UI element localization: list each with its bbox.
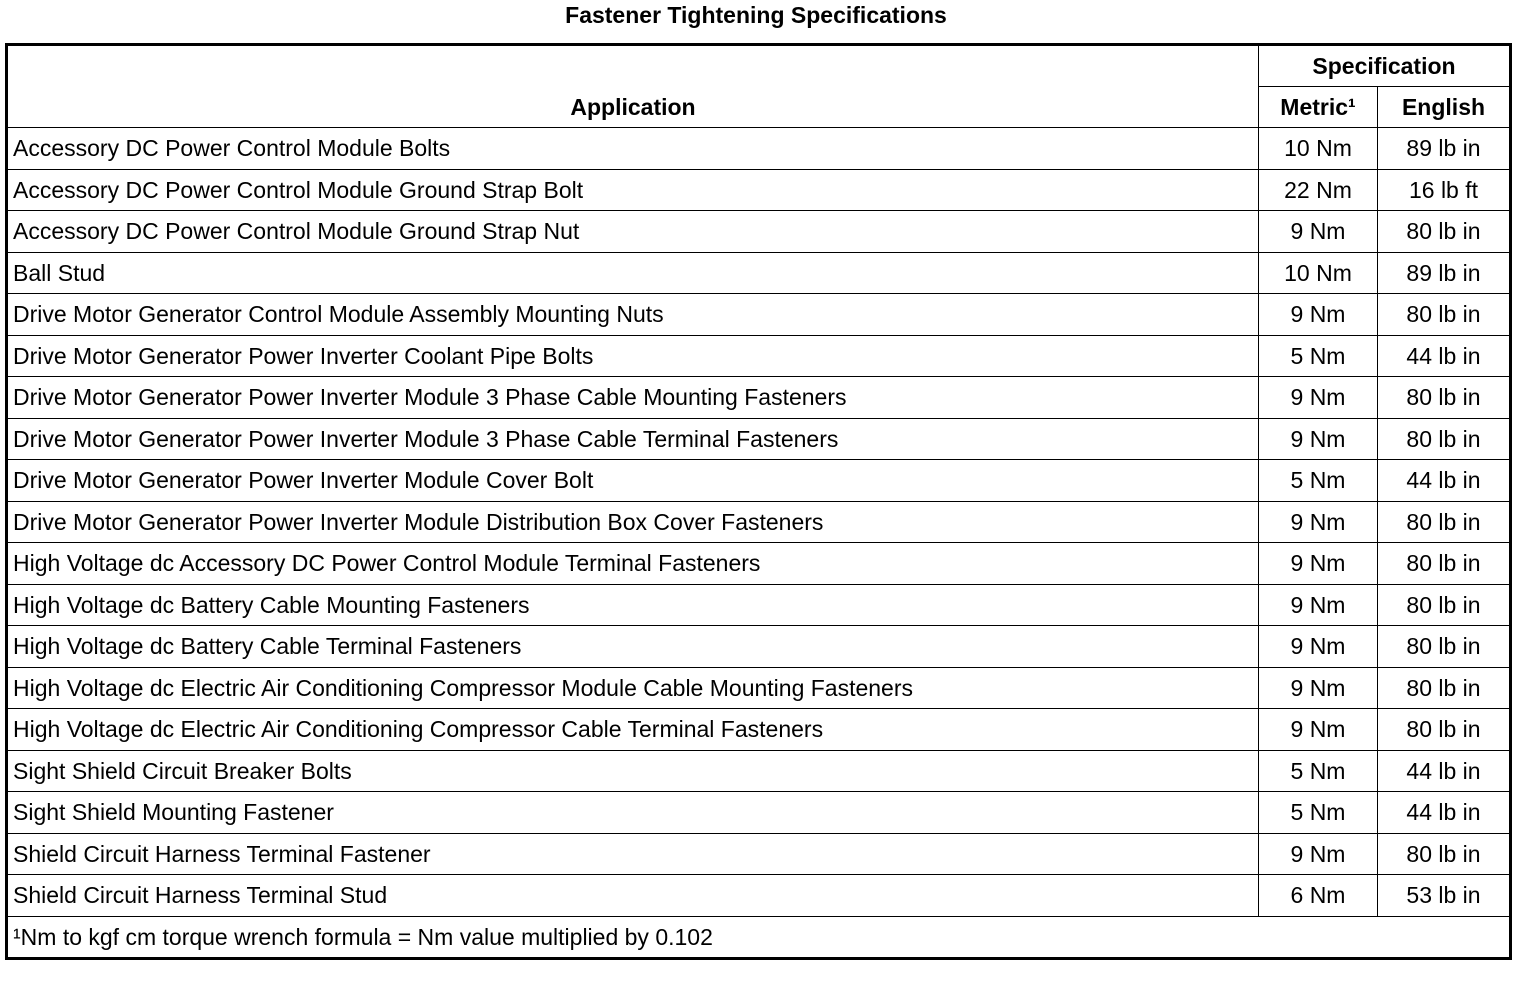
cell-english: 53 lb in [1378, 875, 1511, 917]
cell-metric: 9 Nm [1259, 418, 1378, 460]
cell-application: Drive Motor Generator Power Inverter Module Distribution Box Cover Fasteners [7, 501, 1259, 543]
table-row [7, 335, 1511, 377]
cell-application: High Voltage dc Accessory DC Power Control Module Terminal Fasteners [7, 543, 1259, 585]
table-row [7, 875, 1511, 917]
cell-metric: 9 Nm [1259, 833, 1378, 875]
table-row [7, 501, 1511, 543]
table-body [7, 128, 1511, 917]
cell-english: 80 lb in [1378, 501, 1511, 543]
header-specification: Specification [1259, 45, 1511, 87]
header-english: English [1378, 87, 1511, 128]
cell-application: Accessory DC Power Control Module Bolts [7, 128, 1259, 170]
table-row [7, 294, 1511, 336]
cell-english: 44 lb in [1378, 460, 1511, 502]
cell-metric: 5 Nm [1259, 335, 1378, 377]
table-row [7, 460, 1511, 502]
table-row [7, 626, 1511, 668]
cell-english: 80 lb in [1378, 833, 1511, 875]
cell-metric: 9 Nm [1259, 377, 1378, 419]
table-row [7, 709, 1511, 751]
cell-application: Drive Motor Generator Power Inverter Module Cover Bolt [7, 460, 1259, 502]
cell-application: Sight Shield Mounting Fastener [7, 792, 1259, 834]
cell-english: 80 lb in [1378, 584, 1511, 626]
cell-english: 80 lb in [1378, 377, 1511, 419]
cell-application: High Voltage dc Battery Cable Mounting Fasteners [7, 584, 1259, 626]
cell-application: Shield Circuit Harness Terminal Fastener [7, 833, 1259, 875]
cell-metric: 10 Nm [1259, 252, 1378, 294]
cell-english: 80 lb in [1378, 667, 1511, 709]
cell-english: 44 lb in [1378, 750, 1511, 792]
table-row [7, 252, 1511, 294]
cell-metric: 10 Nm [1259, 128, 1378, 170]
cell-metric: 9 Nm [1259, 667, 1378, 709]
cell-application: High Voltage dc Battery Cable Terminal Fasteners [7, 626, 1259, 668]
cell-metric: 9 Nm [1259, 543, 1378, 585]
cell-english: 89 lb in [1378, 252, 1511, 294]
cell-english: 80 lb in [1378, 294, 1511, 336]
table-row [7, 667, 1511, 709]
table-row [7, 377, 1511, 419]
cell-metric: 6 Nm [1259, 875, 1378, 917]
header-application: Application [7, 45, 1259, 128]
cell-application: Ball Stud [7, 252, 1259, 294]
cell-application: Accessory DC Power Control Module Ground Strap Nut [7, 211, 1259, 253]
spec-table [5, 43, 1512, 960]
table-row [7, 169, 1511, 211]
table-row [7, 543, 1511, 585]
cell-application: Drive Motor Generator Power Inverter Module 3 Phase Cable Terminal Fasteners [7, 418, 1259, 460]
cell-english: 80 lb in [1378, 211, 1511, 253]
cell-application: Drive Motor Generator Power Inverter Module 3 Phase Cable Mounting Fasteners [7, 377, 1259, 419]
cell-english: 16 lb ft [1378, 169, 1511, 211]
cell-english: 44 lb in [1378, 335, 1511, 377]
cell-metric: 5 Nm [1259, 792, 1378, 834]
cell-application: High Voltage dc Electric Air Conditioning Compressor Cable Terminal Fasteners [7, 709, 1259, 751]
cell-metric: 9 Nm [1259, 584, 1378, 626]
table-row [7, 833, 1511, 875]
table-row [7, 584, 1511, 626]
cell-english: 80 lb in [1378, 626, 1511, 668]
table-row [7, 750, 1511, 792]
cell-application: Accessory DC Power Control Module Ground Strap Bolt [7, 169, 1259, 211]
page-title: Fastener Tightening Specifications [565, 2, 947, 28]
cell-application: High Voltage dc Electric Air Conditioning Compressor Module Cable Mounting Fasteners [7, 667, 1259, 709]
cell-metric: 5 Nm [1259, 750, 1378, 792]
cell-application: Shield Circuit Harness Terminal Stud [7, 875, 1259, 917]
table-row [7, 211, 1511, 253]
table-row [7, 418, 1511, 460]
table-row [7, 792, 1511, 834]
cell-application: Drive Motor Generator Control Module Assembly Mounting Nuts [7, 294, 1259, 336]
cell-metric: 9 Nm [1259, 709, 1378, 751]
cell-english: 80 lb in [1378, 418, 1511, 460]
cell-english: 80 lb in [1378, 709, 1511, 751]
cell-metric: 9 Nm [1259, 294, 1378, 336]
footnote: ¹Nm to kgf cm torque wrench formula = Nm value multiplied by 0.102 [7, 916, 1511, 958]
cell-metric: 22 Nm [1259, 169, 1378, 211]
cell-application: Sight Shield Circuit Breaker Bolts [7, 750, 1259, 792]
cell-metric: 9 Nm [1259, 211, 1378, 253]
cell-application: Drive Motor Generator Power Inverter Coolant Pipe Bolts [7, 335, 1259, 377]
header-metric: Metric¹ [1259, 87, 1378, 128]
cell-english: 44 lb in [1378, 792, 1511, 834]
cell-metric: 9 Nm [1259, 501, 1378, 543]
cell-metric: 5 Nm [1259, 460, 1378, 502]
cell-english: 89 lb in [1378, 128, 1511, 170]
cell-metric: 9 Nm [1259, 626, 1378, 668]
cell-english: 80 lb in [1378, 543, 1511, 585]
table-row [7, 128, 1511, 170]
